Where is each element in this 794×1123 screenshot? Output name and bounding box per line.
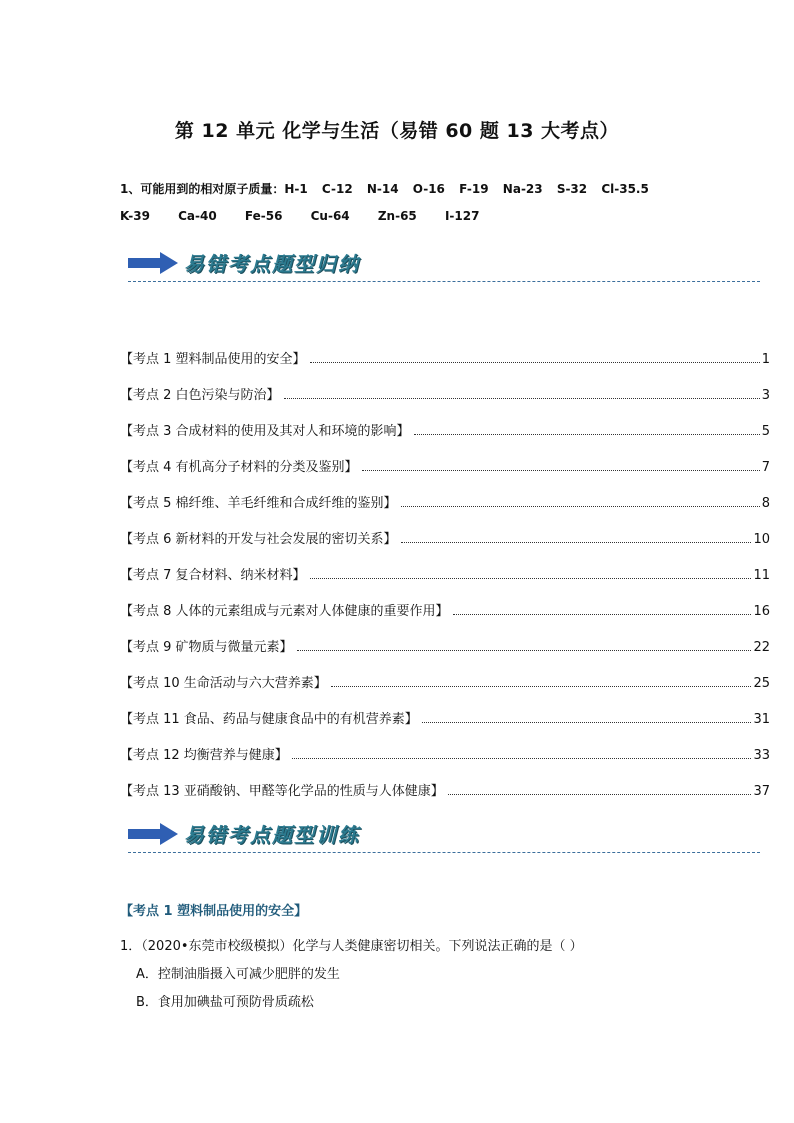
toc-entry-page: 37 (753, 784, 770, 799)
toc-leader-dots (310, 578, 752, 579)
toc-entry-page: 8 (761, 496, 770, 511)
mass-item: N-14 (366, 182, 399, 196)
toc-entry[interactable] (120, 367, 770, 403)
toc-entry-label: 【考点 7 复合材料、纳米材料】 (120, 568, 306, 583)
table-of-contents (120, 331, 770, 799)
toc-entry-page: 16 (753, 604, 770, 619)
toc-entry-label: 【考点 12 均衡营养与健康】 (120, 748, 288, 763)
toc-entry[interactable] (120, 763, 770, 799)
toc-entry-page: 25 (753, 676, 770, 691)
toc-entry-label: 【考点 6 新材料的开发与社会发展的密切关系】 (120, 532, 397, 547)
toc-leader-dots (331, 686, 752, 687)
arrow-right-icon (128, 252, 178, 274)
mass-item: Cu-64 (310, 209, 350, 223)
mass-item: O-16 (412, 182, 445, 196)
toc-entry-label: 【考点 3 合成材料的使用及其对人和环境的影响】 (120, 424, 410, 439)
toc-entry[interactable] (120, 511, 770, 547)
mass-item: Cl-35.5 (601, 182, 649, 196)
toc-entry[interactable] (120, 727, 770, 763)
question-stem: 1．（2020•东莞市校级模拟）化学与人类健康密切相关。下列说法正确的是（ ） (120, 939, 583, 954)
toc-leader-dots (401, 506, 760, 507)
toc-entry-page: 5 (761, 424, 770, 439)
toc-leader-dots (414, 434, 760, 435)
toc-entry-page: 31 (753, 712, 770, 727)
section-banner-summary (128, 246, 760, 282)
toc-entry[interactable] (120, 583, 770, 619)
toc-entry-page: 33 (753, 748, 770, 763)
banner-title: 易错考点题型归纳 (184, 252, 360, 276)
toc-entry[interactable] (120, 547, 770, 583)
banner-title: 易错考点题型训练 (184, 823, 360, 847)
toc-leader-dots (362, 470, 760, 471)
toc-leader-dots (297, 650, 752, 651)
toc-entry-label: 【考点 9 矿物质与微量元素】 (120, 640, 293, 655)
toc-entry-label: 【考点 11 食品、药品与健康食品中的有机营养素】 (120, 712, 418, 727)
section-heading: 【考点 1 塑料制品使用的安全】 (120, 904, 308, 919)
toc-entry-label: 【考点 10 生命活动与六大营养素】 (120, 676, 327, 691)
mass-item: 1、可能用到的相对原子质量：H-1 (120, 182, 308, 196)
toc-entry-label: 【考点 13 亚硝酸钠、甲醛等化学品的性质与人体健康】 (120, 784, 444, 799)
toc-leader-dots (292, 758, 752, 759)
toc-leader-dots (401, 542, 752, 543)
toc-entry-page: 3 (761, 388, 770, 403)
mass-item: F-19 (459, 182, 489, 196)
arrow-right-icon (128, 823, 178, 845)
toc-leader-dots (284, 398, 760, 399)
mass-item: K-39 (120, 209, 150, 223)
mass-item: Na-23 (502, 182, 543, 196)
mass-item: Fe-56 (244, 209, 283, 223)
toc-entry[interactable] (120, 655, 770, 691)
banner-divider (128, 281, 760, 282)
toc-entry-label: 【考点 1 塑料制品使用的安全】 (120, 352, 306, 367)
toc-entry-page: 10 (753, 532, 770, 547)
question-option-b: B．食用加碘盐可预防骨质疏松 (136, 995, 314, 1010)
banner-divider (128, 852, 760, 853)
mass-item: Ca-40 (178, 209, 217, 223)
toc-entry[interactable] (120, 331, 770, 367)
mass-item: I-127 (444, 209, 480, 223)
toc-leader-dots (448, 794, 752, 795)
toc-entry[interactable] (120, 439, 770, 475)
mass-item: S-32 (556, 182, 588, 196)
page-title: 第 12 单元 化学与生活（易错 60 题 13 大考点） (174, 120, 620, 142)
toc-entry-page: 7 (761, 460, 770, 475)
atomic-mass-line-1 (120, 180, 659, 197)
mass-item: C-12 (321, 182, 353, 196)
toc-entry-label: 【考点 8 人体的元素组成与元素对人体健康的重要作用】 (120, 604, 449, 619)
section-banner-practice (128, 817, 760, 853)
toc-leader-dots (453, 614, 752, 615)
toc-entry-page: 1 (761, 352, 770, 367)
toc-entry[interactable] (120, 475, 770, 511)
toc-leader-dots (422, 722, 752, 723)
toc-leader-dots (310, 362, 760, 363)
mass-item: Zn-65 (377, 209, 417, 223)
toc-entry-page: 11 (753, 568, 770, 583)
toc-entry-label: 【考点 2 白色污染与防治】 (120, 388, 280, 403)
toc-entry[interactable] (120, 691, 770, 727)
question-option-a: A．控制油脂摄入可减少肥胖的发生 (136, 967, 340, 982)
atomic-mass-line-2 (120, 209, 489, 223)
toc-entry[interactable] (120, 619, 770, 655)
toc-entry-label: 【考点 5 棉纤维、羊毛纤维和合成纤维的鉴别】 (120, 496, 397, 511)
toc-entry-page: 22 (753, 640, 770, 655)
toc-entry[interactable] (120, 403, 770, 439)
toc-entry-label: 【考点 4 有机高分子材料的分类及鉴别】 (120, 460, 358, 475)
